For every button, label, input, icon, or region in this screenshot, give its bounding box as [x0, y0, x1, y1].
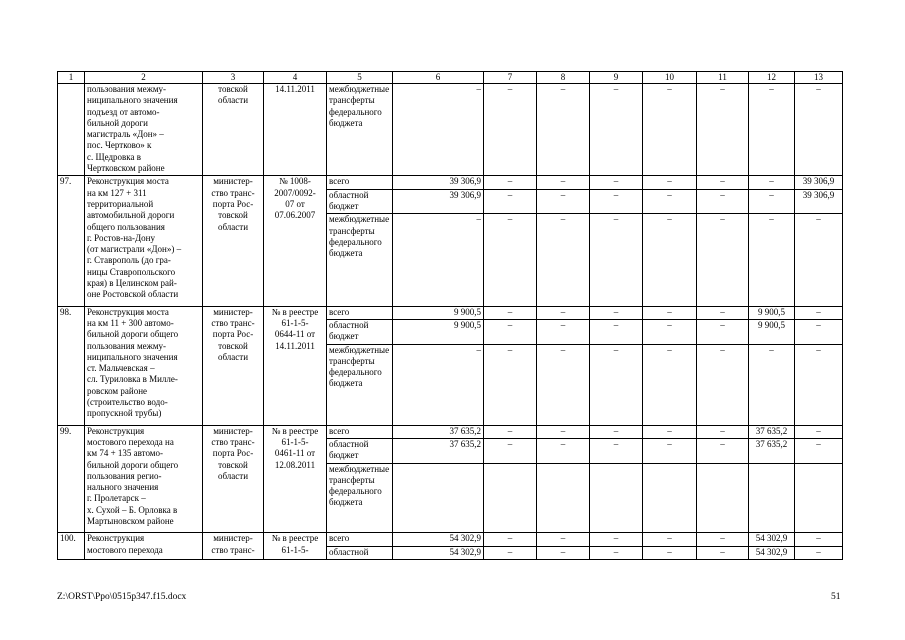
- amount-cell: –: [643, 84, 697, 176]
- column-number: 6: [393, 72, 484, 84]
- amount-cell: –: [697, 319, 749, 344]
- funding-source: всего: [327, 306, 393, 319]
- column-number: 5: [327, 72, 393, 84]
- amount-cell: –: [484, 533, 537, 546]
- amount-cell: [590, 463, 643, 533]
- amount-cell: 39 306,9: [393, 176, 484, 189]
- funding-source: областной бюджет: [327, 438, 393, 463]
- responsible-org: министер- ство транс-: [203, 533, 264, 560]
- funding-source: межбюджетные трансферты федерального бюджета: [327, 214, 393, 306]
- amount-cell: [484, 463, 537, 533]
- funding-source: всего: [327, 176, 393, 189]
- amount-cell: 39 306,9: [795, 176, 843, 189]
- amount-cell: –: [537, 533, 590, 546]
- amount-cell: –: [795, 214, 843, 306]
- amount-cell: –: [537, 425, 590, 438]
- amount-cell: 39 306,9: [795, 189, 843, 214]
- amount-cell: –: [697, 438, 749, 463]
- amount-cell: –: [590, 176, 643, 189]
- amount-cell: –: [537, 319, 590, 344]
- amount-cell: –: [484, 425, 537, 438]
- amount-cell: –: [697, 189, 749, 214]
- file-path: Z:\ORST\Ppo\0515p347.f15.docx: [57, 592, 187, 602]
- funding-source: областной: [327, 546, 393, 559]
- amount-cell: [749, 463, 795, 533]
- amount-cell: –: [590, 189, 643, 214]
- column-number: 1: [58, 72, 85, 84]
- responsible-org: министер- ство транс- порта Рос- товской области: [203, 306, 264, 425]
- amount-cell: –: [393, 214, 484, 306]
- object-name: пользования межму- ниципального значения подъезд от автомо- бильной дороги магистраль «Дон» – пос. Чертково» к с. Щедровка в Чертковском районе: [85, 84, 203, 176]
- amount-cell: –: [643, 176, 697, 189]
- amount-cell: –: [643, 189, 697, 214]
- amount-cell: –: [643, 306, 697, 319]
- amount-cell: –: [537, 306, 590, 319]
- registry-doc: № в реестре 61-1-5-: [264, 533, 327, 560]
- column-number: 8: [537, 72, 590, 84]
- amount-cell: –: [484, 546, 537, 559]
- column-number: 11: [697, 72, 749, 84]
- amount-cell: –: [697, 533, 749, 546]
- amount-cell: [697, 463, 749, 533]
- funding-source: межбюджетные трансферты федерального бюджета: [327, 84, 393, 176]
- amount-cell: 9 900,5: [393, 319, 484, 344]
- funding-source: межбюджетные трансферты федерального бюджета: [327, 463, 393, 533]
- funding-source: областной бюджет: [327, 189, 393, 214]
- table-row: [58, 425, 843, 438]
- amount-cell: –: [697, 425, 749, 438]
- amount-cell: 9 900,5: [393, 306, 484, 319]
- object-name: Реконструкция моста на км 127 + 311 территориальной автомобильной дороги общего пользования г. Ростов-на-Дону (от магистрали «Дон») – г. Ставрополь (до гра- ницы Ставропольского края) в Целинском рай- оне Ростовской области: [85, 176, 203, 306]
- budget-table: [57, 71, 843, 560]
- funding-source: всего: [327, 533, 393, 546]
- amount-cell: –: [795, 319, 843, 344]
- amount-cell: 54 302,9: [393, 546, 484, 559]
- amount-cell: –: [643, 344, 697, 425]
- funding-source: всего: [327, 425, 393, 438]
- funding-source: областной бюджет: [327, 319, 393, 344]
- amount-cell: [643, 463, 697, 533]
- amount-cell: –: [643, 425, 697, 438]
- amount-cell: –: [537, 546, 590, 559]
- amount-cell: –: [697, 344, 749, 425]
- amount-cell: 54 302,9: [393, 533, 484, 546]
- column-number: 13: [795, 72, 843, 84]
- column-number: 4: [264, 72, 327, 84]
- row-number: [58, 84, 85, 176]
- amount-cell: –: [795, 533, 843, 546]
- page-number: 51: [831, 592, 841, 602]
- amount-cell: 37 635,2: [749, 425, 795, 438]
- funding-source: межбюджетные трансферты федерального бюджета: [327, 344, 393, 425]
- amount-cell: –: [590, 438, 643, 463]
- table-row: [58, 84, 843, 176]
- amount-cell: –: [484, 306, 537, 319]
- amount-cell: –: [590, 546, 643, 559]
- amount-cell: 37 635,2: [749, 438, 795, 463]
- amount-cell: –: [537, 214, 590, 306]
- responsible-org: товской области: [203, 84, 264, 176]
- registry-doc: № в реестре 61-1-5- 0644-11 от 14.11.2011: [264, 306, 327, 425]
- responsible-org: министер- ство транс- порта Рос- товской области: [203, 425, 264, 533]
- amount-cell: –: [590, 344, 643, 425]
- amount-cell: –: [795, 344, 843, 425]
- registry-doc: № 1008- 2007/0092- 07 от 07.06.2007: [264, 176, 327, 306]
- amount-cell: –: [643, 438, 697, 463]
- responsible-org: министер- ство транс- порта Рос- товской области: [203, 176, 264, 306]
- amount-cell: –: [484, 84, 537, 176]
- table-row: [58, 176, 843, 189]
- amount-cell: [537, 463, 590, 533]
- amount-cell: –: [643, 319, 697, 344]
- registry-doc: 14.11.2011: [264, 84, 327, 176]
- amount-cell: 39 306,9: [393, 189, 484, 214]
- amount-cell: [393, 463, 484, 533]
- column-number: 10: [643, 72, 697, 84]
- amount-cell: –: [697, 84, 749, 176]
- amount-cell: –: [590, 319, 643, 344]
- amount-cell: [795, 463, 843, 533]
- amount-cell: 9 900,5: [749, 319, 795, 344]
- amount-cell: –: [537, 189, 590, 214]
- amount-cell: –: [749, 176, 795, 189]
- amount-cell: 37 635,2: [393, 438, 484, 463]
- amount-cell: –: [484, 344, 537, 425]
- column-number: 3: [203, 72, 264, 84]
- amount-cell: –: [697, 546, 749, 559]
- amount-cell: –: [484, 319, 537, 344]
- amount-cell: –: [393, 344, 484, 425]
- amount-cell: –: [590, 425, 643, 438]
- amount-cell: –: [590, 214, 643, 306]
- registry-doc: № в реестре 61-1-5- 0461-11 от 12.08.2011: [264, 425, 327, 533]
- table-row: [58, 533, 843, 546]
- amount-cell: –: [643, 214, 697, 306]
- column-number: 12: [749, 72, 795, 84]
- row-number: 97.: [58, 176, 85, 306]
- amount-cell: 37 635,2: [393, 425, 484, 438]
- amount-cell: –: [484, 438, 537, 463]
- column-number-row: [58, 72, 843, 84]
- object-name: Реконструкция мостового перехода: [85, 533, 203, 560]
- column-number: 9: [590, 72, 643, 84]
- amount-cell: –: [590, 306, 643, 319]
- amount-cell: –: [484, 189, 537, 214]
- amount-cell: –: [795, 425, 843, 438]
- amount-cell: –: [537, 84, 590, 176]
- amount-cell: –: [697, 214, 749, 306]
- column-number: 2: [85, 72, 203, 84]
- amount-cell: –: [484, 176, 537, 189]
- row-number: 98.: [58, 306, 85, 425]
- amount-cell: –: [643, 533, 697, 546]
- amount-cell: –: [537, 438, 590, 463]
- amount-cell: 54 302,9: [749, 533, 795, 546]
- amount-cell: –: [697, 306, 749, 319]
- amount-cell: –: [643, 546, 697, 559]
- column-number: 7: [484, 72, 537, 84]
- amount-cell: –: [795, 306, 843, 319]
- amount-cell: –: [795, 84, 843, 176]
- amount-cell: –: [697, 176, 749, 189]
- table-body: [58, 72, 843, 560]
- amount-cell: –: [590, 533, 643, 546]
- amount-cell: 9 900,5: [749, 306, 795, 319]
- table-row: [58, 306, 843, 319]
- amount-cell: –: [749, 214, 795, 306]
- amount-cell: –: [393, 84, 484, 176]
- amount-cell: –: [484, 214, 537, 306]
- amount-cell: –: [795, 438, 843, 463]
- amount-cell: –: [590, 84, 643, 176]
- amount-cell: –: [749, 344, 795, 425]
- object-name: Реконструкция мостового перехода на км 74 + 135 автомо- бильной дороги общего пользования регио- нального значения г. Пролетарск – х. Сухой – Б. Орловка в Мартыновском районе: [85, 425, 203, 533]
- amount-cell: –: [749, 189, 795, 214]
- amount-cell: 54 302,9: [749, 546, 795, 559]
- amount-cell: –: [537, 344, 590, 425]
- row-number: 100.: [58, 533, 85, 560]
- object-name: Реконструкция моста на км 11 + 300 автомо- бильной дороги общего пользования межму- ниципального значения ст. Мальчевская – сл. Туриловка в Милле- ровском районе (строительство водо- пропускной трубы): [85, 306, 203, 425]
- amount-cell: –: [749, 84, 795, 176]
- amount-cell: –: [537, 176, 590, 189]
- amount-cell: –: [795, 546, 843, 559]
- row-number: 99.: [58, 425, 85, 533]
